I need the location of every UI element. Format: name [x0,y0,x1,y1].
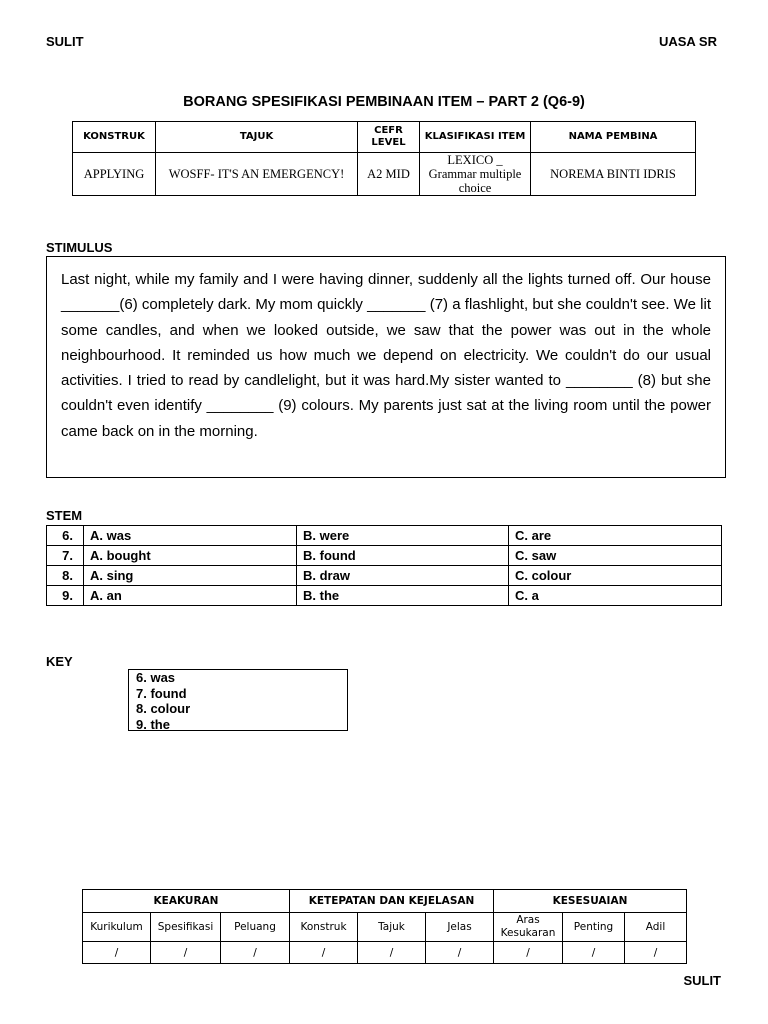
stem-option-a: A. bought [84,546,297,566]
key-item: 8. colour [136,701,191,716]
page-title: BORANG SPESIFIKASI PEMBINAAN ITEM – PART 2 (Q6-9) [183,94,585,110]
stem-option-c: C. are [509,526,722,546]
stem-option-c: C. saw [509,546,722,566]
review-criterion: Adil [625,913,687,942]
spec-header-tajuk: TAJUK [156,122,358,153]
stem-option-a: A. sing [84,566,297,586]
review-criterion: Konstruk [290,913,358,942]
stimulus-text: Last night, while my family and I were having dinner, suddenly all the lights turned off. Our house _______(6) completely dark. My mom quickly _______ (7) a flashlight, but she couldn't see. We lit some candles, and when we looked outside, we saw that the power was out in the whole neighbourhood. It reminded us how much we depend on electricity. We couldn't do our usual activities. I tried to read by candlelight, but it was hard.My sister wanted to ________ (8) but she couldn't even identify ________ (9) colours. My parents just sat at the living room until the power came back on in the morning. [61,271,711,440]
spec-header-konstruk: KONSTRUK [73,122,156,153]
spec-cell-tajuk: WOSFF- IT'S AN EMERGENCY! [156,153,358,196]
spec-header-pembina: NAMA PEMBINA [531,122,696,153]
key-label: KEY [46,654,73,669]
stem-number: 7. [47,546,84,566]
spec-header-klasifikasi: KLASIFIKASI ITEM [420,122,531,153]
review-mark: / [563,942,625,964]
review-criteria-row [83,913,687,942]
stem-option-b: B. the [297,586,509,606]
stem-row-7 [47,546,722,566]
review-group-row [83,890,687,913]
review-mark: / [426,942,494,964]
stimulus-label: STIMULUS [46,240,113,255]
spec-cell-pembina: NOREMA BINTI IDRIS [531,153,696,196]
stem-number: 6. [47,526,84,546]
review-criterion: Jelas [426,913,494,942]
review-group-keakuran: KEAKURAN [83,890,290,913]
header-sulit-left: SULIT [46,34,84,49]
stem-option-b: B. found [297,546,509,566]
footer-sulit: SULIT [683,973,721,988]
stem-row-6 [47,526,722,546]
stem-row-8 [47,566,722,586]
stem-option-b: B. were [297,526,509,546]
key-box [128,669,348,731]
review-mark: / [625,942,687,964]
review-criterion: Peluang [221,913,290,942]
stem-number: 9. [47,586,84,606]
review-criterion: Aras Kesukaran [494,913,563,942]
review-mark: / [83,942,151,964]
stem-row-9 [47,586,722,606]
stem-option-b: B. draw [297,566,509,586]
review-group-kesesuaian: KESESUAIAN [494,890,687,913]
stem-option-a: A. an [84,586,297,606]
stem-option-c: C. colour [509,566,722,586]
review-group-ketepatan: KETEPATAN DAN KEJELASAN [290,890,494,913]
spec-table [72,121,696,196]
key-item: 6. was [136,670,176,685]
spec-header-cefr: CEFR LEVEL [358,122,420,153]
spec-cell-konstruk: APPLYING [73,153,156,196]
stem-number: 8. [47,566,84,586]
review-criterion: Spesifikasi [151,913,221,942]
stimulus-box [46,256,726,478]
review-marks-row [83,942,687,964]
key-item: 9. the [136,716,170,732]
spec-header-row [73,122,696,153]
review-criterion: Penting [563,913,625,942]
spec-cell-klasifikasi: LEXICO _ Grammar multiple choice [420,153,531,196]
review-table [82,889,687,964]
review-mark: / [358,942,426,964]
key-item: 7. found [136,685,187,701]
spec-cell-cefr: A2 MID [358,153,420,196]
stem-option-c: C. a [509,586,722,606]
review-criterion: Tajuk [358,913,426,942]
review-criterion: Kurikulum [83,913,151,942]
stem-option-a: A. was [84,526,297,546]
stem-label: STEM [46,508,83,523]
review-mark: / [494,942,563,964]
review-mark: / [290,942,358,964]
spec-data-row [73,153,696,196]
review-mark: / [151,942,221,964]
stem-table [46,525,722,606]
header-uasa: UASA SR [658,34,717,49]
review-mark: / [221,942,290,964]
